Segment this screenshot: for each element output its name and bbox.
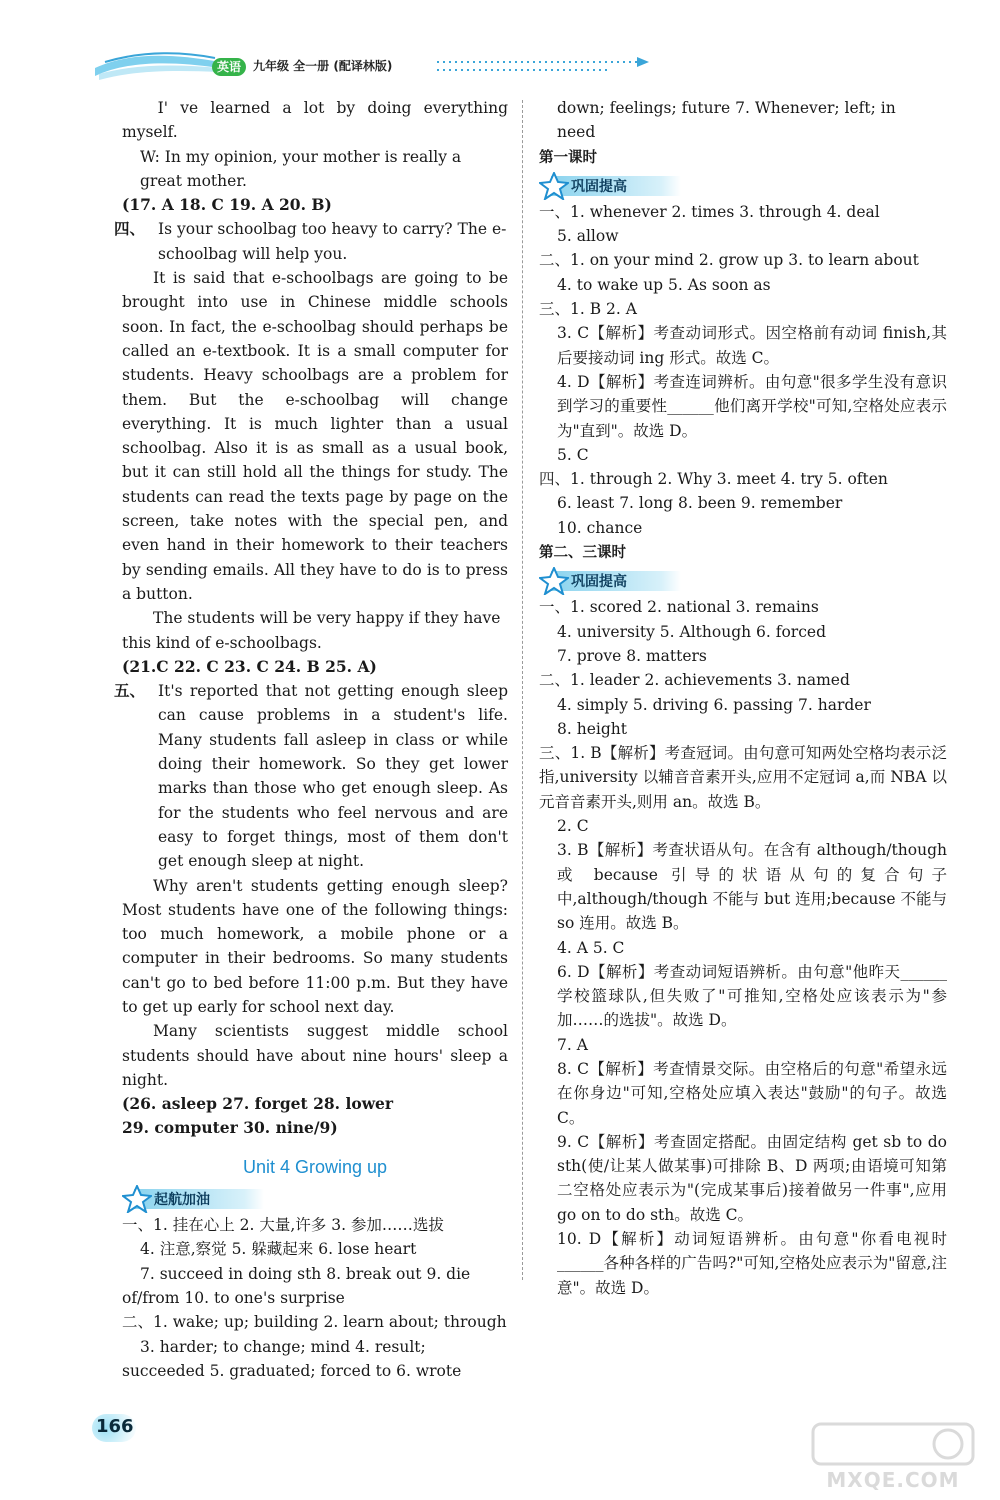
- answer-line: 一、1. scored 2. national 3. remains: [539, 598, 819, 617]
- answer-key: (17. A 18. C 19. A 20. B): [122, 195, 332, 215]
- section-five-paragraph: [114, 679, 508, 873]
- answer-line: 4. A 5. C: [557, 938, 625, 957]
- page-number-badge: [92, 1412, 140, 1446]
- watermark-text: MXQE.COM: [826, 1468, 960, 1492]
- answer-line: 四、1. through 2. Why 3. meet 4. try 5. often: [539, 470, 888, 489]
- page-header: [95, 48, 665, 88]
- answer-line: 4. simply 5. driving 6. passing 7. harder: [557, 695, 871, 714]
- lesson-heading: 第一课时: [539, 149, 597, 166]
- left-column: [114, 96, 508, 1383]
- page-number: 166: [96, 1416, 134, 1437]
- answer-line: 二、1. wake; up; building 2. learn about; through: [122, 1313, 507, 1332]
- explanation: 9. C【解析】考查固定搭配。由固定结构 get sb to do sth(使/让某人做某事)可排除 B、D 两项;由语境可知第二空格处应表示为"(完成某事后)接着做另一件事",应用 go on to do sth。故选 C。: [557, 1132, 947, 1224]
- answer-line: 三、1. B 2. A: [539, 300, 637, 319]
- answer-line: 5. C: [557, 445, 589, 464]
- consolidate-banner: [539, 567, 689, 593]
- section-four-title: [114, 217, 508, 266]
- passage-paragraph: Many scientists suggest middle school students should have about nine hours' sleep a night.: [122, 1022, 508, 1089]
- explanation: 4. D【解析】考查连词辨析。由句意"很多学生没有意识到学习的重要性______他们离开学校"可知,空格处应表示为"直到"。故选 D。: [557, 372, 947, 440]
- watermark-logo-icon: [808, 1418, 978, 1468]
- answer-line: 3. harder; to change; mind 4. result;: [140, 1337, 426, 1356]
- answer-line: 10. chance: [557, 518, 643, 537]
- column-divider: [522, 100, 523, 1280]
- start-banner: [122, 1185, 272, 1211]
- answer-line: 7. A: [557, 1035, 588, 1054]
- answer-line: 7. prove 8. matters: [557, 646, 707, 665]
- explanation: 6. D【解析】考查动词短语辨析。由句意"他昨天______学校篮球队,但失败了"可推知,空格处应该表示为"参加……的选拔"。故选 D。: [557, 962, 947, 1030]
- dialogue-line: I' ve learned a lot by doing everything myself.: [122, 99, 508, 142]
- answer-key: 29. computer 30. nine/9): [122, 1118, 338, 1138]
- right-column: [539, 96, 947, 1300]
- passage-text: It's reported that not getting enough sleep can cause problems in a student's life. Many students fall asleep in class or while doing their homework. So they get lower marks than those who get enough sleep. As for the students who feel nervous and are easy to forget things, most of them don't get enough sleep at night.: [158, 682, 508, 871]
- answer-line: 2. C: [557, 817, 589, 836]
- star-icon: [539, 172, 569, 200]
- book-title: 九年级 全一册 (配译林版): [253, 59, 393, 73]
- watermark: [808, 1418, 978, 1490]
- answer-line: down; feelings; future 7. Whenever; left; in: [557, 99, 896, 117]
- subject-badge: 英语: [212, 58, 246, 76]
- explanation: 三、1. B【解析】考查冠词。由句意可知两处空格均表示泛指,university 以辅音音素开头,应用不定冠词 a,而 NBA 以元音音素开头,则用 an。故选 B。: [539, 744, 947, 811]
- passage-paragraph: The students will be very happy if they have this kind of e-schoolbags.: [122, 609, 501, 652]
- header-swoosh-icon: [95, 48, 225, 88]
- answer-key: (26. asleep 27. forget 28. lower: [122, 1094, 394, 1114]
- star-icon: [539, 567, 569, 595]
- consolidate-banner: [539, 172, 689, 198]
- explanation: 3. B【解析】考查状语从句。在含有 although/though 或 because 引导的状语从句的复合句子中,although/though 不能与 but 连用;because 不能与 so 连用。故选 B。: [557, 841, 947, 933]
- answer-line: 4. university 5. Although 6. forced: [557, 622, 826, 641]
- section-marker: 五、: [114, 682, 146, 701]
- unit-title: Unit 4 Growing up: [242, 1156, 388, 1177]
- answer-line: 6. least 7. long 8. been 9. remember: [557, 494, 843, 513]
- dialogue-line: W: In my opinion, your mother is really a great mother.: [140, 147, 462, 190]
- answer-line: succeeded 5. graduated; forced to 6. wrote: [122, 1361, 462, 1380]
- answer-line: of/from 10. to one's surprise: [122, 1288, 345, 1307]
- passage-paragraph: It is said that e-schoolbags are going to be brought into use in Chinese middle schools soon. In fact, the e-schoolbag should perhaps be called an e-textbook. It is a small computer for students. Heavy schoolbags are a problem for them. But the e-schoolbag will change everything. It is much lighter than a usual schoolbag. Also it is as small as a usual book, but it can still hold all the things for study. The students can read the texts page by page on the screen, take notes with the special pen, and even hand in their homework to their teachers by sending emails. All they have to do is to press a button.: [122, 269, 508, 603]
- explanation: 8. C【解析】考查情景交际。由空格后的句意"希望永远在你身边"可知,空格处应填入表达"鼓励"的句子。故选 C。: [557, 1059, 947, 1127]
- explanation: 10. D【解析】动词短语辨析。由句意"你看电视时______各种各样的广告吗?"可知,空格处应表示为"留意,注意"。故选 D。: [557, 1230, 947, 1297]
- passage-title: Is your schoolbag too heavy to carry? The e-schoolbag will help you.: [158, 220, 507, 263]
- star-icon: [122, 1185, 152, 1213]
- explanation: 3. C【解析】考查动词形式。因空格前有动词 finish,其后要接动词 ing 形式。故选 C。: [557, 324, 947, 367]
- answer-line: 5. allow: [557, 227, 619, 246]
- banner-label: 巩固提高: [571, 178, 627, 195]
- answer-line: 4. 注意,察觉 5. 躲藏起来 6. lose heart: [140, 1240, 417, 1259]
- answer-line: 一、1. 挂在心上 2. 大量,许多 3. 参加……选拔: [122, 1216, 444, 1235]
- answer-line: 二、1. on your mind 2. grow up 3. to learn about: [539, 251, 919, 270]
- answer-line: need: [557, 123, 596, 142]
- banner-label: 起航加油: [154, 1192, 210, 1209]
- section-marker: 四、: [114, 220, 146, 239]
- passage-paragraph: Why aren't students getting enough sleep? Most students have one of the following things: too much homework, a mobile phone or a computer in their bedrooms. So many students can't go to bed before 11:00 p.m. But they have to get up early for school next day.: [122, 876, 508, 1016]
- answer-line: 二、1. leader 2. achievements 3. named: [539, 671, 850, 690]
- lesson-heading: 第二、三课时: [539, 545, 626, 562]
- answer-line: 7. succeed in doing sth 8. break out 9. die: [140, 1264, 471, 1283]
- banner-label: 巩固提高: [571, 574, 627, 591]
- answer-line: 8. height: [557, 719, 627, 738]
- answer-line: 一、1. whenever 2. times 3. through 4. deal: [539, 202, 880, 221]
- header-dotted-arrow-icon: [437, 48, 657, 88]
- answer-line: 4. to wake up 5. As soon as: [557, 275, 771, 294]
- answer-key: (21.C 22. C 23. C 24. B 25. A): [122, 656, 377, 676]
